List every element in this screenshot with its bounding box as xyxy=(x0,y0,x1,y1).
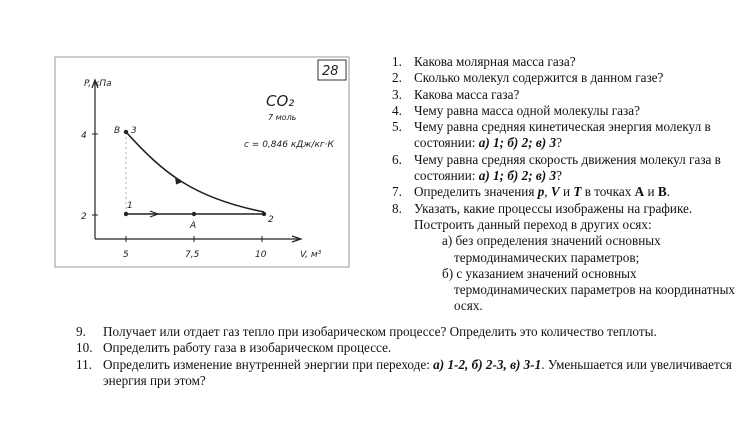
point-3-label: 3 xyxy=(131,126,137,136)
point-a xyxy=(192,212,196,216)
moles-label: 7 моль xyxy=(268,113,297,122)
point-a-label: А xyxy=(190,221,197,231)
questions-list-bottom xyxy=(76,324,744,389)
question-8-sub-b: б) с указанием значений основных термодинамических параметров на координатных осях. xyxy=(442,265,736,314)
question-4: 4. Чему равна масса одной молекулы газа? xyxy=(392,102,640,118)
question-7: 7. Определить значения p, V и T в точках А и В. xyxy=(392,184,670,200)
question-5: 5. Чему равна средняя кинетическая энергия молекул в состоянии: а) 1; б) 2; в) 3? xyxy=(392,119,711,151)
questions-list-right xyxy=(392,54,744,315)
gas-label: CO₂ xyxy=(266,92,295,110)
x-tick-label-10: 10 xyxy=(255,250,267,260)
question-9: 9. Получает или отдает газ тепло при изобарическом процессе? Определить это количество теплоты. xyxy=(76,324,657,339)
question-8-sub-a: а) без определения значений основных термодинамических параметров; xyxy=(442,233,661,265)
question-10: 10. Определить работу газа в изобарическом процессе. xyxy=(76,340,392,356)
y-axis-label: P, кПа xyxy=(84,79,112,89)
y-tick-label-2: 2 xyxy=(81,212,87,222)
question-3: 3. Какова масса газа? xyxy=(392,86,520,102)
point-3 xyxy=(124,130,128,134)
question-8: 8. Указать, какие процессы изображены на графике. Построить данный переход в других осях: а) без определения значений основных термодинамических параметров; б) с указанием значений основных термодинамических параметров на координатных осях. xyxy=(392,201,744,315)
pv-graph xyxy=(54,56,350,268)
question-6: 6. Чему равна средняя скорость движения молекул газа в состоянии: а) 1; б) 2; в) 3? xyxy=(392,151,721,184)
point-b-label: В xyxy=(114,126,121,136)
x-tick-label-7-5: 7,5 xyxy=(185,250,200,260)
point-1 xyxy=(124,212,128,216)
question-11: 11. Определить изменение внутренней энергии при переходе: а) 1-2, б) 2-3, в) 3-1. Уменьшается или увеличивается энергия при этом? xyxy=(76,356,732,388)
question-1: 1. Какова молярная масса газа? xyxy=(392,54,576,69)
question-2: 2. Сколько молекул содержится в данном газе? xyxy=(392,70,664,86)
problem-number: 28 xyxy=(322,64,339,79)
y-tick-label-4: 4 xyxy=(81,131,87,141)
x-tick-label-5: 5 xyxy=(123,250,129,260)
point-2 xyxy=(262,212,266,216)
x-axis-label: V, м³ xyxy=(300,250,322,260)
point-2-label: 2 xyxy=(268,215,274,225)
heat-capacity-label: c = 0,846 кДж/кг·К xyxy=(244,140,334,150)
point-1-label: 1 xyxy=(127,201,133,211)
